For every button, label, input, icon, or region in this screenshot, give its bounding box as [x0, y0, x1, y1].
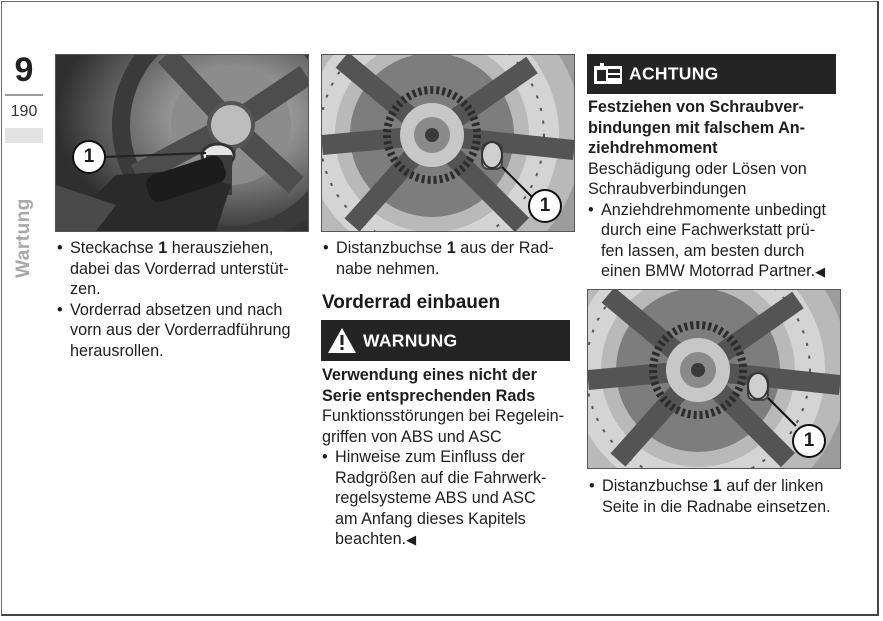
caution-body-line: Beschädigung oder Lösen von: [588, 159, 807, 178]
section-heading: Vorderrad einbauen: [322, 292, 501, 313]
warning-label: WARNUNG: [363, 330, 458, 350]
warning-bullet: • Hinweise zum Einfluss der Radgrößen auf die Fahrwerk- regelsysteme ABS und ASC am Anfang dieses Kapitels beachten.◀: [322, 447, 574, 551]
caution-title-line: bindungen mit falschem An-: [588, 118, 806, 137]
callout-1-spacer: 1: [528, 189, 562, 223]
caution-title-line: Festziehen von Schraubver-: [588, 98, 804, 116]
page-number: 190: [10, 103, 38, 120]
callout-1-insert: 1: [792, 424, 826, 458]
warning-title-line: Serie entsprechenden Rads: [322, 386, 536, 405]
callout-1-axle: 1: [72, 140, 106, 174]
end-of-section-icon: ◀: [406, 532, 417, 547]
warning-body-line: Funktionsstörungen bei Regelein-: [322, 407, 565, 425]
list-item: • Steckachse 1 herausziehen, dabei das Vorderrad unterstüt- zen.: [57, 238, 307, 300]
list-item: • Vorderrad absetzen und nach vorn aus der Vorderradführung herausrollen.: [57, 300, 307, 362]
caution-body-line: Schraubverbindungen: [588, 180, 747, 198]
column2-text: [323, 238, 573, 279]
end-of-section-icon: ◀: [815, 264, 826, 279]
caution-wrench-icon: [593, 62, 623, 86]
caution-bar: [587, 54, 836, 94]
caution-bullet: • Anziehdrehmomente unbedingt durch eine Fachwerkstatt prü- fen lassen, am besten durch einen BMW Motorrad Partner.◀: [588, 200, 840, 283]
section-label: Wartung: [13, 198, 34, 278]
column3-text: [589, 476, 841, 517]
list-item: • Distanzbuchse 1 auf der linken Seite in die Radnabe einsetzen.: [589, 476, 841, 517]
column1-text: [57, 238, 307, 361]
caution-label: ACHTUNG: [629, 63, 719, 84]
callout-reference: 1: [446, 239, 456, 257]
chapter-number: 9: [14, 51, 34, 89]
warning-content: [322, 365, 574, 551]
warning-title-line: Verwendung eines nicht der: [322, 366, 537, 384]
caution-title-line: ziehdrehmoment: [588, 139, 718, 157]
chapter-divider: [5, 94, 43, 96]
callout-reference: 1: [712, 477, 722, 495]
warning-bar: [321, 320, 570, 361]
warning-triangle-icon: [327, 327, 357, 354]
list-item: • Distanzbuchse 1 aus der Rad- nabe nehmen.: [323, 238, 573, 279]
warning-body-line: griffen von ABS und ASC: [322, 427, 502, 446]
caution-content: [588, 97, 840, 283]
side-tab-strip: [5, 128, 43, 143]
callout-reference: 1: [158, 239, 168, 257]
